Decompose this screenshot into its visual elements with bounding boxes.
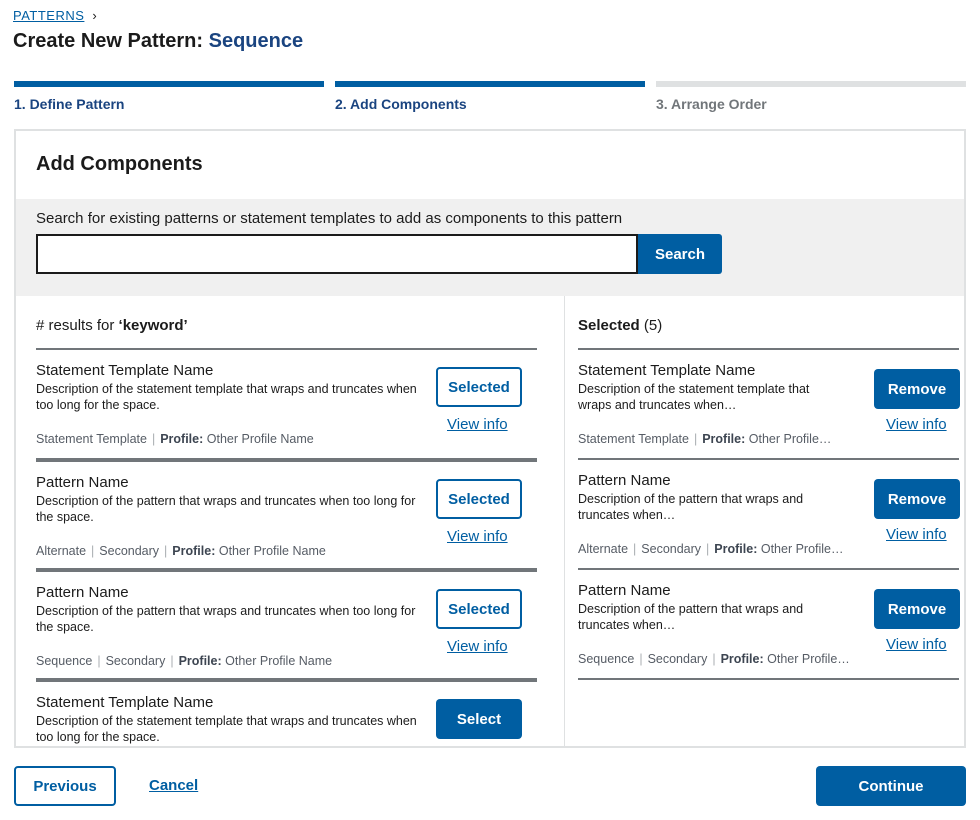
step-label: 3. Arrange Order bbox=[656, 96, 767, 112]
panel-title: Add Components bbox=[36, 153, 203, 175]
chevron-right-icon: › bbox=[92, 8, 97, 23]
column-divider bbox=[564, 296, 565, 748]
meta-separator: | bbox=[97, 654, 101, 668]
meta-role: Secondary bbox=[641, 542, 702, 556]
results-prefix: # results for bbox=[36, 317, 119, 334]
meta-profile-label: Profile: bbox=[160, 432, 204, 446]
selected-button[interactable]: Selected bbox=[436, 367, 522, 407]
breadcrumb-link-patterns[interactable]: PATTERNS bbox=[13, 8, 85, 23]
meta-separator: | bbox=[91, 544, 95, 558]
result-name: Statement Template Name bbox=[36, 362, 214, 379]
selected-label: Selected bbox=[578, 317, 640, 334]
page-title-pattern-type: Sequence bbox=[208, 30, 304, 52]
selected-list bbox=[578, 348, 959, 680]
step-bar bbox=[14, 81, 324, 87]
selected-heading bbox=[578, 317, 662, 334]
result-item bbox=[36, 678, 537, 748]
meta-profile: Other Profile… bbox=[748, 432, 832, 446]
continue-button[interactable]: Continue bbox=[816, 766, 966, 806]
selected-item-meta bbox=[578, 542, 844, 556]
result-description: Description of the statement template that wraps and truncates when too long for the space. bbox=[36, 714, 417, 744]
view-info-link[interactable]: View info bbox=[886, 416, 947, 433]
meta-type: Statement Template bbox=[578, 432, 689, 446]
selected-item bbox=[578, 458, 959, 568]
result-name: Pattern Name bbox=[36, 584, 129, 601]
step-bar bbox=[335, 81, 645, 87]
meta-separator: | bbox=[706, 542, 710, 556]
view-info-link[interactable]: View info bbox=[886, 526, 947, 543]
view-info-link[interactable]: View info bbox=[447, 528, 508, 545]
selected-item-description: Description of the statement template that wraps and truncates when… bbox=[578, 382, 810, 412]
add-components-panel bbox=[14, 129, 966, 748]
selected-item-name: Pattern Name bbox=[578, 472, 671, 489]
meta-type: Statement Template bbox=[36, 432, 147, 446]
results-list bbox=[36, 348, 537, 748]
meta-separator: | bbox=[151, 432, 156, 446]
meta-profile-label: Profile: bbox=[720, 652, 764, 666]
meta-profile: Other Profile… bbox=[767, 652, 850, 666]
meta-separator: | bbox=[170, 654, 174, 668]
search-area bbox=[16, 199, 964, 296]
result-item bbox=[36, 458, 537, 568]
remove-button[interactable]: Remove bbox=[874, 369, 960, 409]
step-label: 2. Add Components bbox=[335, 96, 467, 112]
selected-list-end-divider bbox=[578, 678, 959, 680]
meta-separator: | bbox=[633, 542, 637, 556]
search-input[interactable] bbox=[36, 234, 638, 274]
selected-item-description: Description of the pattern that wraps and truncates when… bbox=[578, 602, 804, 632]
result-meta bbox=[36, 544, 326, 558]
selected-count: (5) bbox=[643, 317, 663, 334]
previous-button[interactable]: Previous bbox=[14, 766, 116, 806]
meta-role: Secondary bbox=[647, 652, 708, 666]
step-indicator bbox=[14, 81, 966, 112]
meta-profile: Other Profile Name bbox=[206, 432, 314, 446]
meta-type: Alternate bbox=[578, 542, 629, 556]
result-meta bbox=[36, 654, 332, 668]
result-description: Description of the statement template that wraps and truncates when too long for the space. bbox=[36, 382, 417, 412]
meta-type: Alternate bbox=[36, 544, 87, 558]
result-name: Statement Template Name bbox=[36, 694, 214, 711]
result-item bbox=[36, 348, 537, 458]
result-item bbox=[36, 568, 537, 678]
meta-separator: | bbox=[639, 652, 643, 666]
step-bar bbox=[656, 81, 966, 87]
results-keyword: ‘keyword’ bbox=[118, 317, 188, 334]
selected-button[interactable]: Selected bbox=[436, 589, 522, 629]
step-define-pattern bbox=[14, 81, 324, 112]
meta-role: Secondary bbox=[99, 544, 160, 558]
meta-type: Sequence bbox=[36, 654, 93, 668]
search-label: Search for existing patterns or statement templates to add as components to this pattern bbox=[36, 210, 623, 227]
meta-profile-label: Profile: bbox=[172, 544, 216, 558]
meta-profile: Other Profile Name bbox=[218, 544, 326, 558]
view-info-link[interactable]: View info bbox=[447, 638, 508, 655]
result-name: Pattern Name bbox=[36, 474, 129, 491]
page-title-prefix: Create New Pattern: bbox=[13, 30, 204, 52]
breadcrumb bbox=[13, 8, 97, 23]
selected-item-name: Pattern Name bbox=[578, 582, 671, 599]
meta-profile-label: Profile: bbox=[178, 654, 222, 668]
selected-item-meta bbox=[578, 432, 831, 446]
selected-item-description: Description of the pattern that wraps and truncates when… bbox=[578, 492, 804, 522]
selected-item-meta bbox=[578, 652, 850, 666]
meta-profile: Other Profile Name bbox=[225, 654, 333, 668]
selected-item-name: Statement Template Name bbox=[578, 362, 756, 379]
selected-button[interactable]: Selected bbox=[436, 479, 522, 519]
meta-separator: | bbox=[712, 652, 716, 666]
meta-profile-label: Profile: bbox=[714, 542, 758, 556]
view-info-link[interactable]: View info bbox=[886, 636, 947, 653]
step-label: 1. Define Pattern bbox=[14, 96, 125, 112]
cancel-link[interactable]: Cancel bbox=[149, 777, 199, 794]
page-title bbox=[13, 30, 303, 53]
remove-button[interactable]: Remove bbox=[874, 479, 960, 519]
meta-separator: | bbox=[693, 432, 698, 446]
meta-profile-label: Profile: bbox=[702, 432, 746, 446]
search-button[interactable]: Search bbox=[638, 234, 722, 274]
meta-type: Sequence bbox=[578, 652, 635, 666]
remove-button[interactable]: Remove bbox=[874, 589, 960, 629]
result-description: Description of the pattern that wraps and truncates when too long for the space. bbox=[36, 604, 416, 634]
step-add-components bbox=[335, 81, 645, 112]
step-arrange-order bbox=[656, 81, 966, 112]
meta-role: Secondary bbox=[105, 654, 166, 668]
meta-profile: Other Profile… bbox=[760, 542, 844, 556]
result-description: Description of the pattern that wraps and truncates when too long for the space. bbox=[36, 494, 416, 524]
select-button[interactable]: Select bbox=[436, 699, 522, 739]
meta-separator: | bbox=[164, 544, 168, 558]
view-info-link[interactable]: View info bbox=[447, 416, 508, 433]
selected-item bbox=[578, 348, 959, 458]
result-meta bbox=[36, 432, 314, 446]
selected-item bbox=[578, 568, 959, 678]
results-heading bbox=[36, 317, 188, 334]
